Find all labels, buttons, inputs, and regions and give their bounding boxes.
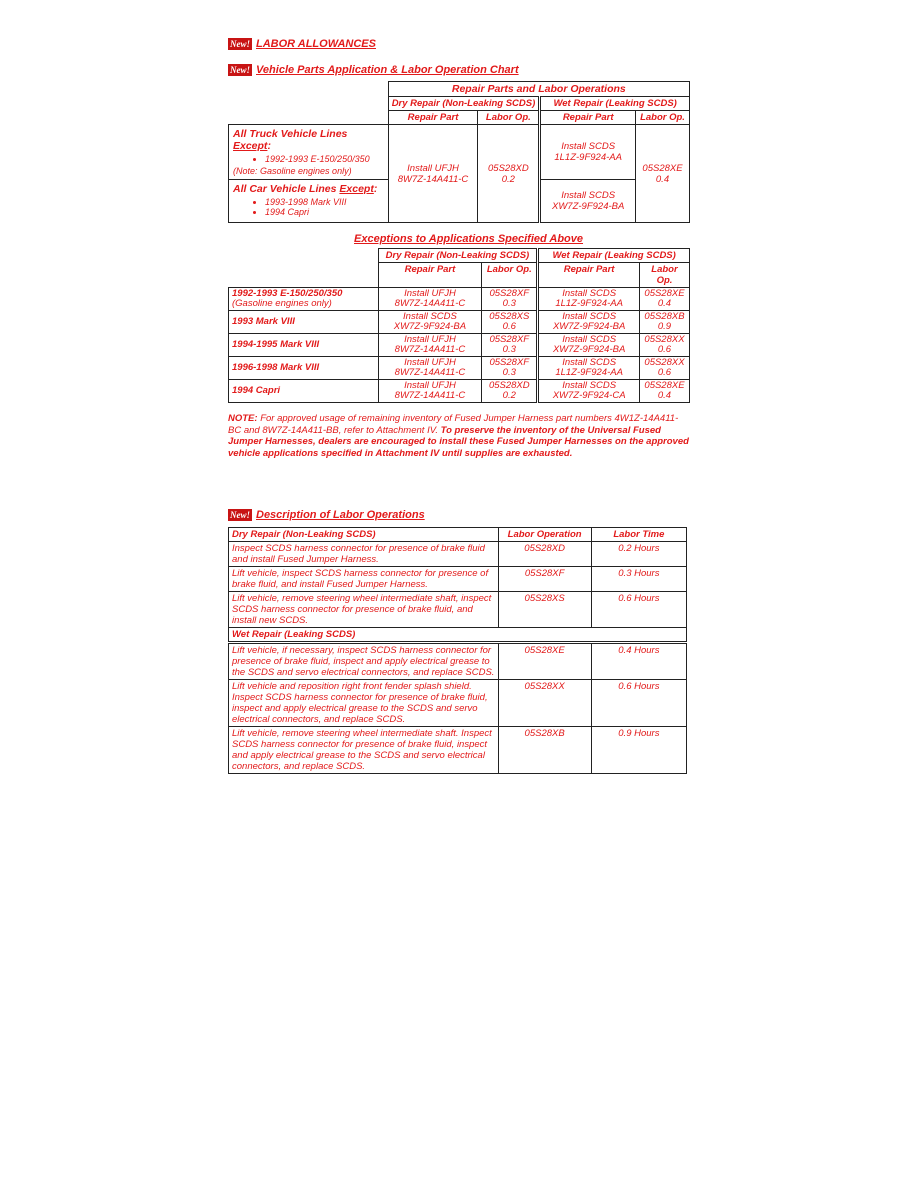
dry-labor-op: 05S28XF 0.3 — [482, 357, 538, 380]
col-repair-part: Repair Part — [538, 263, 640, 288]
col-labor-op: Labor Op. — [639, 263, 689, 288]
truck-lines-title: All Truck Vehicle Lines Except: — [233, 128, 348, 152]
dry-labor-op: 05S28XD 0.2 — [478, 125, 540, 223]
col-labor-time: Labor Time — [591, 528, 686, 542]
col-labor-op: Labor Op. — [478, 111, 540, 125]
labor-time: 0.6 Hours — [591, 680, 686, 727]
dry-repair-part: Install UFJH 8W7Z-14A411-C — [388, 125, 478, 223]
table1-title: Repair Parts and Labor Operations — [388, 82, 689, 97]
dry-labor-op: 05S28XD 0.2 — [482, 380, 538, 403]
dry-labor-op: 05S28XS 0.6 — [482, 311, 538, 334]
note-paragraph — [228, 413, 690, 459]
blank-cell — [229, 111, 389, 125]
truck-lines-cell — [229, 125, 389, 180]
operation-description: Lift vehicle, remove steering wheel intermediate shaft, inspect SCDS harness connector for presence of brake fluid, and install new SCDS. — [229, 592, 499, 628]
wet-labor-op: 05S28XX 0.6 — [639, 334, 689, 357]
labor-operation-code: 05S28XX — [498, 680, 591, 727]
vehicle-cell: 1994 Capri — [229, 380, 379, 403]
labor-operations-table — [228, 527, 687, 774]
labor-allowances-title: LABOR ALLOWANCES — [256, 38, 376, 50]
dry-repair-header: Dry Repair (Non-Leaking SCDS) — [388, 97, 540, 111]
labor-operation-code: 05S28XF — [498, 567, 591, 592]
labor-operation-row — [229, 643, 687, 680]
wet-repair-part: Install SCDS XW7Z-9F924-CA — [538, 380, 640, 403]
labor-operation-code: 05S28XD — [498, 542, 591, 567]
new-badge: New! — [230, 510, 250, 521]
wet-repair-part: Install SCDS XW7Z-9F924-BA — [538, 311, 640, 334]
blank-cell — [229, 82, 389, 97]
labor-time: 0.6 Hours — [591, 592, 686, 628]
labor-operation-row — [229, 567, 687, 592]
blank-cell — [229, 97, 389, 111]
labor-operation-row — [229, 542, 687, 567]
dry-labor-op: 05S28XF 0.3 — [482, 288, 538, 311]
labor-operation-row — [229, 727, 687, 774]
col-repair-part: Repair Part — [540, 111, 636, 125]
col-labor-op: Labor Op. — [482, 263, 538, 288]
labor-time: 0.4 Hours — [591, 643, 686, 680]
wet-repair-header: Wet Repair (Leaking SCDS) — [538, 249, 690, 263]
wet-labor-op: 05S28XB 0.9 — [639, 311, 689, 334]
wet-repair-part-b: Install SCDS XW7Z-9F924-BA — [540, 180, 636, 223]
col-repair-part: Repair Part — [388, 111, 478, 125]
dry-repair-part: Install UFJH 8W7Z-14A411-C — [378, 288, 482, 311]
wet-labor-op: 05S28XE 0.4 — [639, 380, 689, 403]
wet-labor-op: 05S28XE 0.4 — [639, 288, 689, 311]
wet-labor-op: 05S28XX 0.6 — [639, 357, 689, 380]
operation-description: Inspect SCDS harness connector for presence of brake fluid and install Fused Jumper Harness. — [229, 542, 499, 567]
dry-repair-header: Dry Repair (Non-Leaking SCDS) — [378, 249, 538, 263]
new-badge: New! — [230, 39, 250, 50]
wet-repair-section-header: Wet Repair (Leaking SCDS) — [229, 628, 687, 643]
col-description: Dry Repair (Non-Leaking SCDS) — [229, 528, 499, 542]
labor-operation-code: 05S28XS — [498, 592, 591, 628]
dry-repair-part: Install UFJH 8W7Z-14A411-C — [378, 334, 482, 357]
operation-description: Lift vehicle, remove steering wheel intermediate shaft. Inspect SCDS harness connector for presence of brake fluid, inspect and apply electrical grease to the SCDS and servo electrical connectors, and replace SCDS. — [229, 727, 499, 774]
vehicle-cell: 1996-1998 Mark VIII — [229, 357, 379, 380]
wet-repair-header: Wet Repair (Leaking SCDS) — [540, 97, 690, 111]
operation-description: Lift vehicle, if necessary, inspect SCDS harness connector for presence of brake fluid, inspect and apply electrical grease to the SCDS and servo electrical connectors, and replace SCDS. — [229, 643, 499, 680]
blank-cell — [229, 263, 379, 288]
vehicle-cell: 1994-1995 Mark VIII — [229, 334, 379, 357]
exception-row — [229, 334, 690, 357]
wet-labor-op: 05S28XE 0.4 — [636, 125, 690, 223]
labor-time: 0.2 Hours — [591, 542, 686, 567]
labor-operation-row — [229, 592, 687, 628]
labor-operation-code: 05S28XB — [498, 727, 591, 774]
col-labor-operation: Labor Operation — [498, 528, 591, 542]
description-heading — [228, 509, 425, 521]
dry-repair-part: Install SCDS XW7Z-9F924-BA — [378, 311, 482, 334]
labor-time: 0.3 Hours — [591, 567, 686, 592]
col-repair-part: Repair Part — [378, 263, 482, 288]
wet-repair-part: Install SCDS 1L1Z-9F924-AA — [538, 357, 640, 380]
col-labor-op: Labor Op. — [636, 111, 690, 125]
exception-row — [229, 311, 690, 334]
exception-row — [229, 357, 690, 380]
dry-repair-part: Install UFJH 8W7Z-14A411-C — [378, 380, 482, 403]
vehicle-cell: 1992-1993 E-150/250/350 (Gasoline engines only) — [229, 288, 379, 311]
note-text: For approved usage of remaining inventory of Fused Jumper Harness part numbers 4W1Z-14A411-BC and 8W7Z-14A411-BB, refer to Attachment IV. — [228, 413, 679, 436]
labor-time: 0.9 Hours — [591, 727, 686, 774]
operation-description: Lift vehicle and reposition right front fender splash shield. Inspect SCDS harness connector for presence of brake fluid, inspect and apply electrical grease to the SCDS and servo electrical connectors, and replace SCDS. — [229, 680, 499, 727]
dry-repair-part: Install UFJH 8W7Z-14A411-C — [378, 357, 482, 380]
car-exception-item: • 1993-1998 Mark VIII — [265, 197, 384, 207]
labor-allowances-heading — [228, 38, 376, 50]
car-lines-cell — [229, 180, 389, 223]
blank-cell — [229, 249, 379, 263]
description-title: Description of Labor Operations — [256, 509, 425, 521]
car-lines-title: All Car Vehicle Lines Except: — [233, 183, 378, 195]
wet-repair-part: Install SCDS XW7Z-9F924-BA — [538, 334, 640, 357]
chart-title: Vehicle Parts Application & Labor Operation Chart — [256, 64, 519, 76]
wet-repair-part-a: Install SCDS 1L1Z-9F924-AA — [540, 125, 636, 180]
labor-operation-code: 05S28XE — [498, 643, 591, 680]
vehicle-cell: 1993 Mark VIII — [229, 311, 379, 334]
exception-row — [229, 380, 690, 403]
new-badge: New! — [230, 65, 250, 76]
truck-note: (Note: Gasoline engines only) — [233, 166, 352, 176]
truck-exception-item: • 1992-1993 E-150/250/350 — [265, 154, 384, 164]
exceptions-table — [228, 248, 690, 403]
note-label: NOTE: — [228, 413, 258, 424]
exception-row — [229, 288, 690, 311]
operation-description: Lift vehicle, inspect SCDS harness connector for presence of brake fluid, and install Fused Jumper Harness. — [229, 567, 499, 592]
note-bold-text: To preserve the inventory of the Universal Fused Jumper Harnesses, dealers are encouraged to install these Fused Jumper Harnesses on the approved vehicle applications specified in Attachment IV until supplies are exhausted. — [228, 424, 689, 459]
dry-labor-op: 05S28XF 0.3 — [482, 334, 538, 357]
chart-heading — [228, 64, 519, 76]
labor-operation-row — [229, 680, 687, 727]
exceptions-heading: Exceptions to Applications Specified Above — [354, 233, 584, 245]
parts-application-table — [228, 81, 690, 223]
car-exception-item: • 1994 Capri — [265, 207, 384, 217]
wet-repair-part: Install SCDS 1L1Z-9F924-AA — [538, 288, 640, 311]
